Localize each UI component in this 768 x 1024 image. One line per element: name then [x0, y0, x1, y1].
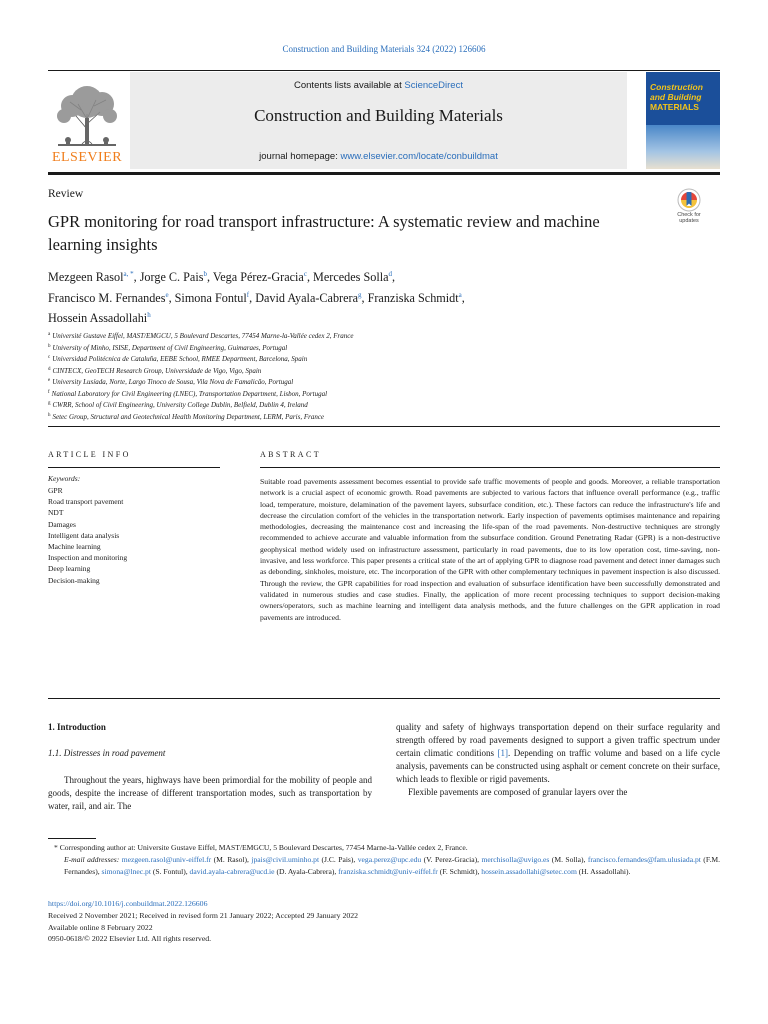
email-link[interactable]: jpais@civil.uminho.pt [251, 855, 320, 864]
copyright: 0950-0618/© 2022 Elsevier Ltd. All rights reserved. [48, 934, 212, 944]
affiliation-text: CINTECX, GeoTECH Research Group, Universidade de Vigo, Vigo, Spain [52, 366, 262, 375]
author-affiliation-marker[interactable]: a [458, 290, 462, 299]
affiliation-text: University of Minho, ISISE, Department of Civil Engineering, Guimaraes, Portugal [52, 343, 288, 352]
affiliation-item [48, 342, 688, 354]
affiliation-text: University Lusíada, Norte, Largo Tinoco de Sousa, Vila Nova de Famalicão, Portugal [52, 378, 294, 386]
email-owner: (F. Schmidt), [437, 867, 482, 876]
affiliation-text: CWRR, School of Civil Engineering, University College Dublin, Belfield, Dublin 4, Ireland [52, 401, 308, 409]
keywords-list [48, 485, 127, 586]
received-dates: Received 2 November 2021; Received in revised form 21 January 2022; Accepted 29 January 2022 [48, 910, 359, 920]
abstract-rule [260, 467, 720, 468]
author-affiliation-marker[interactable]: c [303, 270, 307, 278]
keyword-item: NDT [48, 508, 64, 518]
header-top-rule [48, 70, 720, 71]
affiliation-key: c [48, 355, 51, 360]
homepage-prefix: journal homepage: [259, 151, 341, 162]
author-name[interactable]: Hossein Assadollahi [48, 311, 148, 325]
email-link[interactable]: franziska.schmidt@univ-eiffel.fr [338, 867, 438, 876]
introduction-heading: 1. Introduction [48, 722, 106, 732]
affiliation-item [48, 330, 688, 342]
article-title: GPR monitoring for road transport infrastructure: A systematic review and machine learning insights [48, 212, 600, 254]
author-separator: , [361, 290, 368, 305]
author-name[interactable]: Francisco M. Fernandes [48, 290, 166, 305]
check-for-updates-label: Check for updates [677, 212, 701, 224]
affiliation-item [48, 388, 688, 400]
author-affiliation-marker[interactable]: f [246, 290, 250, 299]
author-name[interactable]: Vega Pérez-Gracia [212, 270, 304, 284]
abstract-text: Suitable road pavements assessment becomes essential to provide safe traffic movements of people and goods. Moreover, a reliable transportation network is a crucial aspect of economic growth. Road pavements are subjected to various factors that influence overall performance (e.g., traffic load, temperature, moisture, delamination of the pavement layers, subsurface condition, etc.). These factors can reduce the infrastructure's life and decrease the circulation comfort of the vehicles in the transportation network. Early inspection of pavements optimises maintenance and repairing methodologies, decreasing the maintenance cost and increasing the life-span of the road pavements. Non-destructive techniques are strongly recommended to achieve accurate and valuable information from the subsurface condition. Ground Penetrating Radar (GPR) is a non-destructive geophysical method widely used on infrastructure assessment, particularly in road pavements, due to its low operation cost, time-saving, non-invasive, and less workforce. This paper presents a critical state of the art of applying GPR to diagnose road pavement and detect inner damages such as debonding, sinkholes, moisture, etc. The incorporation of the GPR with other complementary techniques in pavement inspection is also discussed. Through the review, the GPR capabilities for road inspection and evaluation of subsurface identification have been successfully demonstrated and validated in numerous studies and case studies. Finally, the application of more recent processing techniques to support decision-making owners/operators, such as machine learning and intelligent data analysis methods, and the future challenges on the GPR application in road pavements are introduced. [260, 477, 720, 622]
keyword-item: Deep learning [48, 564, 91, 574]
contents-line [130, 80, 627, 91]
affiliation-item [48, 399, 688, 411]
affiliation-key: g [48, 401, 51, 406]
keyword-item: Road transport pavement [48, 497, 124, 507]
email-owner: (S. Fontul), [150, 867, 190, 876]
affiliation-item [48, 376, 688, 388]
email-owner: (J.C. Pais), [319, 855, 358, 864]
author-name[interactable]: Franziska Schmidt [367, 290, 459, 305]
affiliation-item [48, 411, 688, 423]
article-info-rule [48, 467, 220, 468]
affiliation-text: National Laboratory for Civil Engineering (LNEC), Transportation Department, Lisbon, Portugal [51, 389, 328, 398]
author-affiliation-marker[interactable]: b [203, 270, 207, 278]
email-label: E-mail addresses: [64, 855, 122, 864]
affiliation-key: f [48, 389, 50, 395]
keyword-item: Machine learning [48, 542, 101, 552]
email-owner: (V. Perez-Gracia), [421, 855, 482, 864]
affiliation-list [48, 330, 688, 422]
article-type: Review [48, 188, 84, 200]
journal-reference-link[interactable]: Construction and Building Materials 324 (2022) 126606 [282, 44, 486, 54]
keyword-item: GPR [48, 486, 63, 495]
email-owner: (H. Assadollahi). [576, 867, 631, 876]
sciencedirect-link[interactable]: ScienceDirect [404, 80, 463, 91]
author-separator: , [461, 290, 465, 305]
keyword-item: Inspection and monitoring [48, 553, 128, 563]
affiliation-key: e [48, 378, 51, 383]
author-affiliation-marker[interactable]: d [388, 270, 393, 278]
email-link[interactable]: david.ayala-cabrera@ucd.ie [189, 867, 275, 876]
author-name[interactable]: Mezgeen Rasol [48, 270, 124, 284]
email-addresses [48, 854, 720, 878]
intro-right-column [396, 721, 720, 799]
author-name[interactable]: Simona Fontul [174, 290, 247, 305]
journal-homepage-link[interactable]: www.elsevier.com/locate/conbuildmat [340, 151, 498, 162]
affiliation-item [48, 365, 688, 377]
affiliation-key: h [48, 412, 51, 418]
keywords-label: Keywords: [48, 474, 81, 483]
author-affiliation-marker[interactable]: a, * [123, 270, 134, 278]
online-date: Available online 8 February 2022 [48, 922, 153, 932]
intro-right-paragraph-2: Flexible pavements are composed of granular layers over the [408, 787, 628, 797]
intro-right-paragraph-1: quality and safety of highways transportation depend on their surface regularity and strength offered by road pavements designed to support a given traffic spectrum under certain climatic conditions [1]. Depending on traffic volume and based on a life cycle analysis, pavements can be constructed using asphalt or cement concrete on their surface, which leads to flexible or rigid pavements. [396, 722, 721, 784]
section-top-rule [48, 426, 720, 427]
subsection-heading: 1.1. Distresses in road pavement [48, 748, 166, 758]
doi-link[interactable]: https://doi.org/10.1016/j.conbuildmat.2022.126606 [48, 899, 208, 908]
email-link[interactable]: francisco.fernandes@fam.ulusiada.pt [587, 855, 701, 864]
abstract-heading: ABSTRACT [260, 450, 321, 459]
keyword-item: Intelligent data analysis [48, 530, 120, 540]
footnote-rule [48, 838, 96, 839]
journal-name: Construction and Building Materials [254, 106, 503, 125]
footnote [48, 842, 720, 878]
affiliation-item [48, 353, 688, 365]
author-separator: , [249, 290, 256, 305]
email-owner: (F.M. Fernandes), [64, 855, 720, 876]
affiliation-key: d [48, 366, 51, 372]
author-name[interactable]: Mercedes Solla [313, 270, 389, 284]
author-name[interactable]: Jorge C. Pais [139, 270, 204, 284]
keyword-item: Decision-making [48, 575, 100, 585]
affiliation-key: b [48, 343, 51, 349]
affiliation-key: a [48, 332, 51, 337]
corresponding-author-note: * Corresponding author at: Universite Gustave Eiffel, MAST/EMGCU, 5 Boulevard Descartes, 77454 Marne-la-Vallée cedex 2, France. [54, 843, 468, 852]
author-separator: , [133, 270, 140, 284]
publication-info [48, 898, 358, 945]
cover-image [646, 125, 720, 169]
author-affiliation-marker[interactable]: e [165, 290, 169, 299]
article-info-heading: ARTICLE INFO [48, 450, 131, 459]
author-separator: , [306, 270, 314, 284]
header-bottom-rule [48, 172, 720, 175]
cover-title: Construction and Building MATERIALS [650, 82, 703, 112]
email-link[interactable]: vega.perez@upc.edu [357, 855, 422, 864]
author-separator: , [392, 270, 396, 284]
author-list [48, 266, 688, 328]
abstract-bottom-rule [48, 698, 720, 699]
keyword-item: Damages [48, 519, 76, 529]
homepage-line [130, 151, 627, 162]
email-link[interactable]: mezgeen.rasol@univ-eiffel.fr [121, 855, 212, 864]
email-link[interactable]: merchisolla@uvigo.es [481, 855, 550, 864]
author-separator: , [206, 270, 213, 284]
email-owner: (D. Ayala-Cabrera), [274, 867, 339, 876]
affiliation-text: Setec Group, Structural and Geotechnical Health Monitoring Department, LERM, Paris, France [52, 412, 325, 421]
elsevier-wordmark: ELSEVIER [51, 150, 123, 165]
reference-link-1[interactable]: [1] [497, 748, 508, 758]
email-owner: (M. Rasol), [211, 855, 252, 864]
author-affiliation-marker[interactable]: g [357, 290, 362, 299]
email-link[interactable]: simona@lnec.pt [101, 867, 151, 876]
journal-cover [646, 72, 720, 169]
author-name[interactable]: David Ayala-Cabrera [255, 290, 358, 305]
email-link[interactable]: hossein.assadollahi@setec.com [481, 867, 577, 876]
author-separator: , [168, 290, 175, 305]
affiliation-text: Universidad Politécnica de Cataluña, EEBE School, RMEE Department, Barcelona, Spain [52, 355, 308, 363]
affiliation-text: Université Gustave Eiffel, MAST/EMGCU, 5 Boulevard Descartes, 77454 Marne-la-Vallée cedex 2, France [52, 332, 354, 340]
author-affiliation-marker[interactable]: h [147, 311, 151, 319]
email-owner: (M. Solla), [549, 855, 588, 864]
contents-prefix: Contents lists available at [294, 80, 405, 91]
intro-left-paragraph: Throughout the years, highways have been primordial for the mobility of people and goods, despite the increase of different transportation modes, such as transportation by water, rail, and air. The [48, 775, 372, 811]
